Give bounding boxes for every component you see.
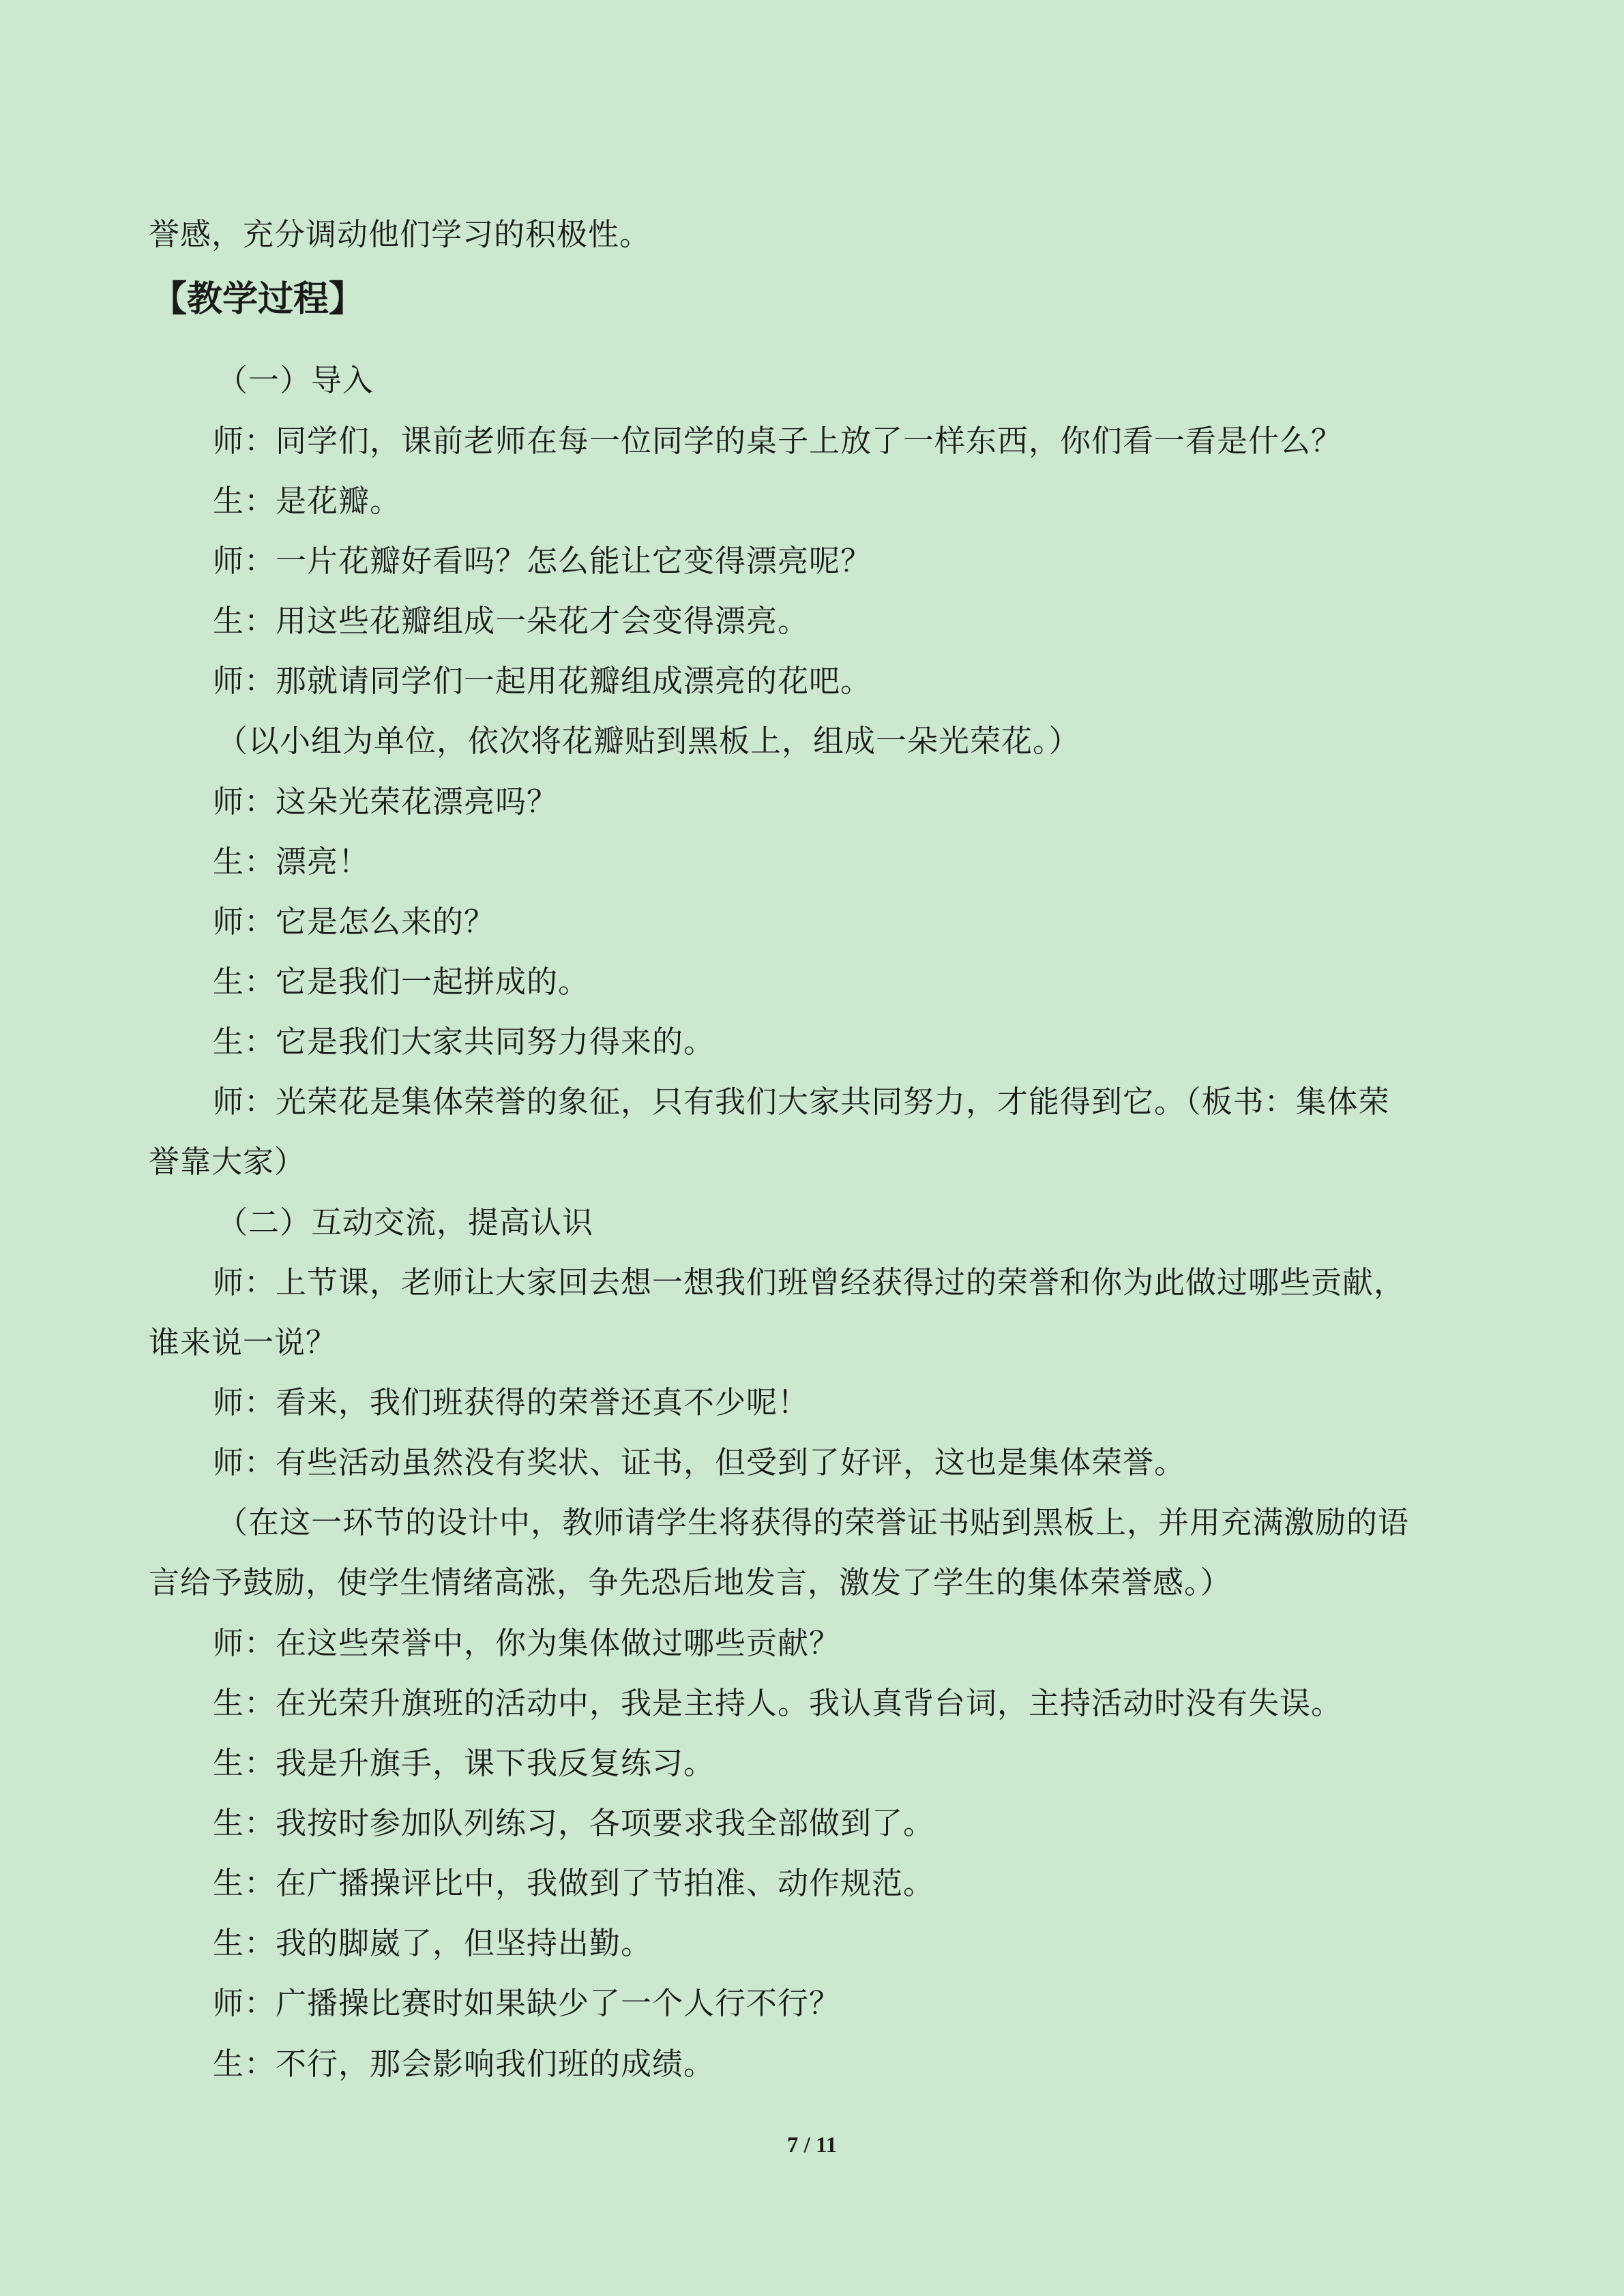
dialogue-line: 生：在光荣升旗班的活动中，我是主持人。我认真背台词，主持活动时没有失误。: [213, 1685, 1343, 1721]
subsection-heading: （二）互动交流，提高认识: [217, 1204, 594, 1240]
dialogue-line: 生：是花瓣。: [213, 483, 402, 519]
stage-note: （在这一环节的设计中，教师请学生将获得的荣誉证书贴到黑板上，并用充满激励的语: [217, 1504, 1410, 1540]
dialogue-line: 师：一片花瓣好看吗？怎么能让它变得漂亮呢？: [213, 543, 872, 579]
dialogue-line: 师：上节课，老师让大家回去想一想我们班曾经获得过的荣誉和你为此做过哪些贡献，: [213, 1264, 1406, 1300]
dialogue-line: 生：我按时参加队列练习，各项要求我全部做到了。: [213, 1805, 935, 1841]
dialogue-line: 师：在这些荣誉中，你为集体做过哪些贡献？: [213, 1625, 841, 1661]
dialogue-line: 师：看来，我们班获得的荣誉还真不少呢！: [213, 1384, 810, 1420]
dialogue-line: 生：在广播操评比中，我做到了节拍准、动作规范。: [213, 1865, 935, 1901]
dialogue-line: 师：这朵光荣花漂亮吗？: [213, 784, 559, 820]
dialogue-line: 师：同学们，课前老师在每一位同学的桌子上放了一样东西，你们看一看是什么？: [213, 423, 1343, 459]
dialogue-line: 师：它是怎么来的？: [213, 904, 496, 940]
subsection-heading: （一）导入: [217, 362, 374, 398]
dialogue-line: 生：我的脚崴了，但坚持出勤。: [213, 1925, 653, 1961]
dialogue-line: 生：它是我们大家共同努力得来的。: [213, 1024, 715, 1060]
dialogue-line: 生：我是升旗手，课下我反复练习。: [213, 1745, 715, 1781]
dialogue-line: 师：光荣花是集体荣誉的象征，只有我们大家共同努力，才能得到它。（板书：集体荣: [213, 1084, 1390, 1120]
dialogue-line: 生：它是我们一起拼成的。: [213, 964, 590, 1000]
page-number: 7 / 11: [786, 2133, 838, 2158]
paragraph-continuation: 誉感，充分调动他们学习的积极性。: [149, 216, 651, 252]
stage-note: （以小组为单位，依次将花瓣贴到黑板上，组成一朵光荣花。）: [217, 723, 1080, 759]
dialogue-line: 师：广播操比赛时如果缺少了一个人行不行？: [213, 1985, 841, 2021]
dialogue-line: 生：用这些花瓣组成一朵花才会变得漂亮。: [213, 603, 810, 639]
dialogue-line: 生：不行，那会影响我们班的成绩。: [213, 2046, 715, 2082]
stage-note-continuation: 言给予鼓励，使学生情绪高涨，争先恐后地发言，激发了学生的集体荣誉感。）: [149, 1564, 1232, 1600]
dialogue-line: 生：漂亮！: [213, 844, 370, 880]
dialogue-line: 师：那就请同学们一起用花瓣组成漂亮的花吧。: [213, 663, 872, 699]
dialogue-line-continuation: 谁来说一说？: [149, 1324, 338, 1360]
dialogue-line-continuation: 誉靠大家）: [149, 1144, 306, 1180]
section-heading: 【教学过程】: [151, 279, 365, 320]
dialogue-line: 师：有些活动虽然没有奖状、证书，但受到了好评，这也是集体荣誉。: [213, 1444, 1186, 1480]
